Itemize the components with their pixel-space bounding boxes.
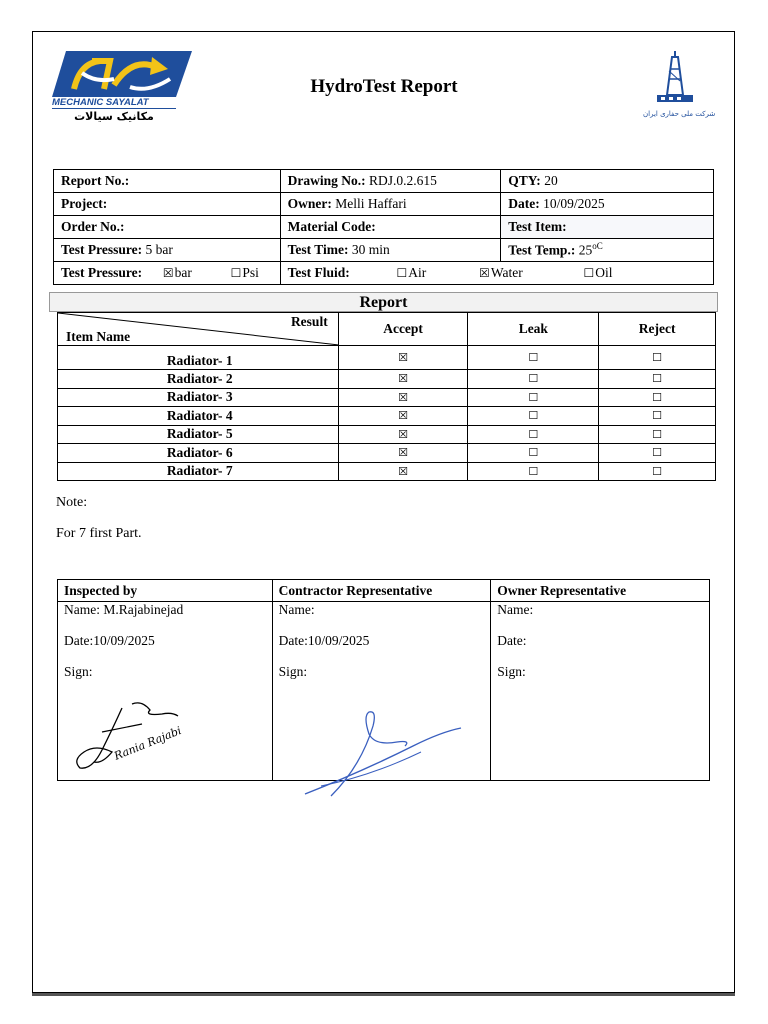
leak-checkbox[interactable]: ☐ [468, 444, 599, 463]
pressure-unit-cell [54, 262, 281, 285]
date-cell [501, 193, 714, 216]
bottom-rule [32, 993, 735, 996]
qty-value: 20 [544, 173, 558, 188]
test-time-value: 30 min [351, 242, 390, 257]
item-name-label: Item Name [66, 329, 131, 344]
signature-table [57, 579, 710, 781]
owner-header: Owner Representative [491, 580, 710, 602]
contractor-name: Name: [278, 602, 315, 617]
reject-checkbox[interactable]: ☐ [599, 407, 716, 426]
item-name: Radiator- 2 [58, 370, 339, 389]
test-temp-cell [501, 239, 714, 262]
owner-name: Name: [497, 602, 534, 617]
accept-checkbox[interactable]: ☒ [338, 462, 468, 481]
reject-checkbox[interactable]: ☐ [599, 425, 716, 444]
oil-checkbox[interactable]: ☐ [583, 266, 595, 280]
item-name: Radiator- 6 [58, 444, 339, 463]
inspector-date: Date:10/09/2025 [64, 633, 155, 648]
inspector-signature-text: Rania Rajabi [112, 723, 184, 763]
owner-cell [280, 193, 501, 216]
owner-cell [491, 602, 710, 781]
table-row [58, 388, 716, 407]
item-name: Radiator- 7 [58, 462, 339, 481]
reject-checkbox[interactable]: ☐ [599, 444, 716, 463]
diagonal-header-cell [58, 313, 339, 346]
inspector-cell [58, 602, 273, 781]
test-fluid-cell [280, 262, 713, 285]
psi-label: Psi [242, 265, 259, 280]
pressure-unit-label: Test Pressure: [61, 265, 143, 280]
test-item-label: Test Item: [508, 219, 567, 234]
item-name: Radiator- 3 [58, 388, 339, 407]
contractor-sign-label: Sign: [278, 664, 308, 679]
test-pressure-value: 5 bar [145, 242, 173, 257]
table-row [58, 444, 716, 463]
inspected-by-header: Inspected by [58, 580, 273, 602]
project-label: Project: [61, 196, 108, 211]
owner-date: Date: [497, 633, 527, 648]
report-no-label: Report No.: [61, 173, 130, 188]
reject-checkbox[interactable]: ☐ [599, 388, 716, 407]
test-fluid-label: Test Fluid: [287, 265, 350, 280]
table-row [58, 425, 716, 444]
contractor-cell [272, 602, 491, 781]
accept-checkbox[interactable]: ☒ [338, 407, 468, 426]
oil-label: Oil [595, 265, 613, 280]
item-name: Radiator- 4 [58, 407, 339, 426]
contractor-header: Contractor Representative [272, 580, 491, 602]
table-row [58, 346, 716, 370]
water-checkbox[interactable]: ☒ [479, 266, 490, 280]
result-label: Result [290, 314, 328, 329]
reject-checkbox[interactable]: ☐ [599, 370, 716, 389]
contractor-signature [301, 706, 466, 802]
test-pressure-cell [54, 239, 281, 262]
item-name: Radiator- 5 [58, 425, 339, 444]
qty-cell [501, 170, 714, 193]
report-no-cell [54, 170, 281, 193]
project-cell [54, 193, 281, 216]
test-item-cell [501, 216, 714, 239]
date-value: 10/09/2025 [543, 196, 605, 211]
item-name: Radiator- 1 [58, 346, 339, 370]
reject-checkbox[interactable]: ☐ [599, 346, 716, 370]
accept-checkbox[interactable]: ☒ [338, 370, 468, 389]
leak-checkbox[interactable]: ☐ [468, 346, 599, 370]
order-no-cell [54, 216, 281, 239]
info-table [53, 169, 714, 285]
owner-label: Owner: [287, 196, 332, 211]
bar-checkbox[interactable]: ☒ [162, 266, 174, 280]
report-heading: Report [49, 292, 718, 312]
water-label: Water [490, 265, 523, 280]
test-pressure-label: Test Pressure: [61, 242, 143, 257]
accept-checkbox[interactable]: ☒ [338, 425, 468, 444]
air-checkbox[interactable]: ☐ [396, 266, 408, 280]
leak-checkbox[interactable]: ☐ [468, 388, 599, 407]
table-row [58, 462, 716, 481]
inspector-signature [72, 700, 192, 782]
material-code-cell [280, 216, 501, 239]
note-text: For 7 first Part. [56, 526, 142, 541]
inspector-name: Name: M.Rajabinejad [64, 602, 184, 617]
test-temp-label: Test Temp.: [508, 242, 576, 258]
note-label: Note: [56, 495, 88, 510]
logo-text: MECHANIC SAYALAT [52, 97, 176, 109]
col-leak-header: Leak [468, 313, 599, 346]
qty-label: QTY: [508, 173, 541, 188]
col-reject-header: Reject [599, 313, 716, 346]
logo-subtext: مکانیک سیالات [74, 110, 154, 123]
test-time-cell [280, 239, 501, 262]
table-row [58, 370, 716, 389]
reject-checkbox[interactable]: ☐ [599, 462, 716, 481]
air-label: Air [408, 265, 427, 280]
test-temp-unit: oC [592, 241, 603, 252]
inspector-sign-label: Sign: [64, 664, 93, 679]
owner-value: Melli Haffari [335, 196, 407, 211]
leak-checkbox[interactable]: ☐ [468, 370, 599, 389]
drawing-no-cell [280, 170, 501, 193]
bar-label: bar [174, 265, 192, 280]
accept-checkbox[interactable]: ☒ [338, 388, 468, 407]
contractor-date: Date:10/09/2025 [278, 633, 370, 648]
test-temp-value: 25 [578, 242, 593, 258]
material-code-label: Material Code: [287, 219, 376, 234]
results-table [57, 312, 716, 481]
page-title: HydroTest Report [310, 76, 458, 97]
psi-checkbox[interactable]: ☐ [230, 266, 242, 280]
drawing-no-label: Drawing No.: [287, 173, 366, 188]
nidc-logo-text: شرکت ملی حفاری ایران [643, 110, 716, 118]
accept-checkbox[interactable]: ☒ [338, 346, 468, 370]
leak-checkbox[interactable]: ☐ [468, 462, 599, 481]
drawing-no-value: RDJ.0.2.615 [369, 173, 437, 188]
leak-checkbox[interactable]: ☐ [468, 425, 599, 444]
date-label: Date: [508, 196, 540, 211]
leak-checkbox[interactable]: ☐ [468, 407, 599, 426]
col-accept-header: Accept [338, 313, 468, 346]
table-row [58, 407, 716, 426]
owner-sign-label: Sign: [497, 664, 526, 679]
order-no-label: Order No.: [61, 219, 125, 234]
test-time-label: Test Time: [287, 242, 349, 257]
accept-checkbox[interactable]: ☒ [338, 444, 468, 463]
